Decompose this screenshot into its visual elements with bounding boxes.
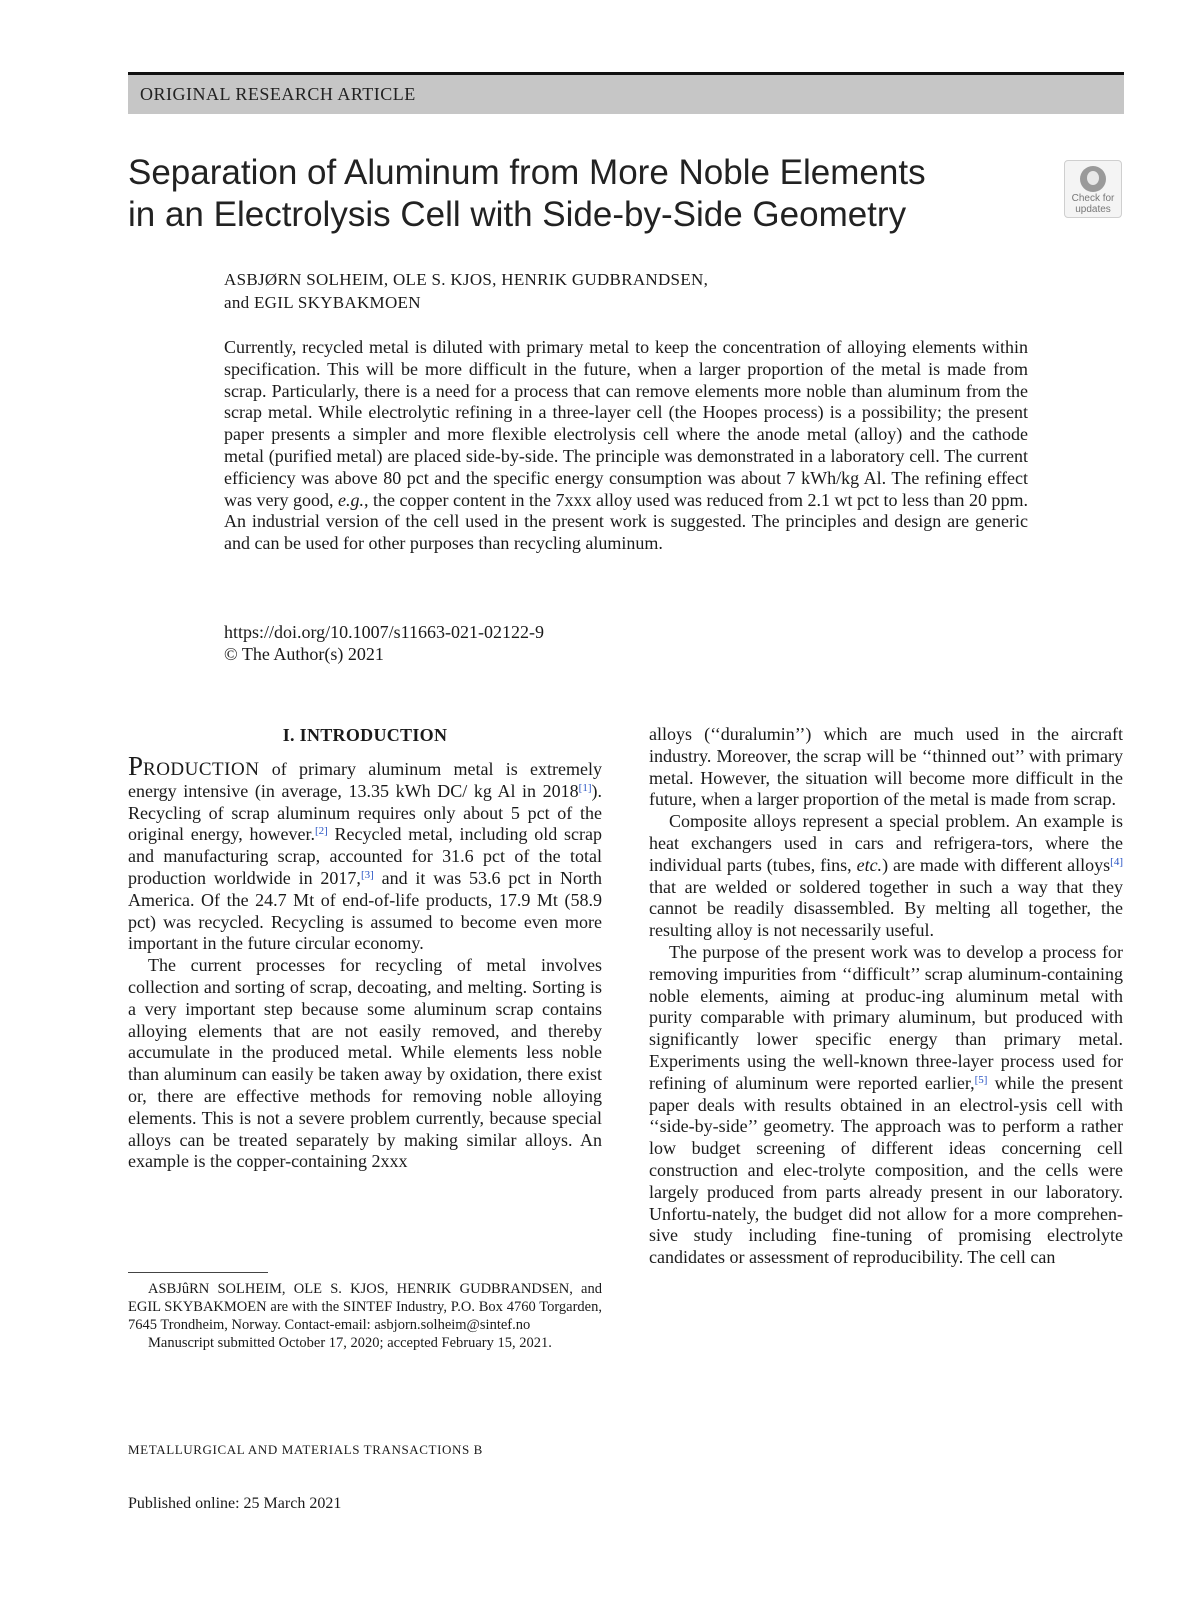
ref-4-link[interactable]: [4]: [1110, 855, 1123, 868]
p3-text-c: that are welded or soldered together in such a way that they cannot be readily disassembled. By melting all together, the resulting alloy is not necessarily useful.: [649, 876, 1123, 941]
p1-text-c: Recycled metal, including old scrap and manufacturing scrap, accounted for 31.6 pct of the total production worldwide in 2017,: [128, 824, 602, 888]
abstract: [224, 337, 1028, 555]
badge-line-1: Check for: [1071, 193, 1115, 204]
p1-text-a: of primary aluminum metal is extremely energy intensive (in average, 13.35 kWh DC/ kg Al in 2018: [128, 759, 602, 801]
title-line-2: in an Electrolysis Cell with Side-by-Side Geometry: [128, 195, 907, 234]
author-list: [224, 268, 1024, 314]
intro-paragraph-1: [128, 751, 602, 955]
ref-1-link[interactable]: [1]: [578, 781, 592, 794]
right-column: [649, 724, 1123, 1269]
check-for-updates-icon: [1080, 166, 1106, 192]
authors-line-1: ASBJØRN SOLHEIM, OLE S. KJOS, HENRIK GUDBRANDSEN,: [224, 270, 709, 289]
small-caps-word: RODUCTION: [143, 759, 260, 780]
abstract-part-b: , the copper content in the 7xxx alloy used was reduced from 2.1 wt pct to less than 20 ppm. An industrial version of the cell used in the present work is suggested. The principles and design are generic and can be used for other purposes than recycling aluminum.: [224, 489, 1028, 554]
footnote-divider: [128, 1272, 268, 1273]
article-type-label: ORIGINAL RESEARCH ARTICLE: [140, 84, 416, 104]
p3-text-a: Composite alloys represent a special problem. An example is heat exchangers used in cars and refrigera-tors, where the individual parts (tubes, fins,: [649, 811, 1123, 875]
journal-name: METALLURGICAL AND MATERIALS TRANSACTIONS B: [128, 1442, 483, 1457]
authors-line-2: and EGIL SKYBAKMOEN: [224, 293, 421, 312]
intro-paragraph-2-continued: alloys (‘‘duralumin’’) which are much used in the aircraft industry. Moreover, the scrap will be ‘‘thinned out’’ with primary metal. However, the situation will become more difficult in the future, when a larger proportion of the metal is made from scrap.: [649, 724, 1123, 810]
title-line-1: Separation of Aluminum from More Noble Elements: [128, 153, 926, 192]
article-title: [128, 152, 1008, 236]
footnote-submitted: Manuscript submitted October 17, 2020; accepted February 15, 2021.: [148, 1335, 552, 1351]
p3-etc: etc.: [856, 854, 883, 875]
article-type-banner: [128, 72, 1124, 114]
check-for-updates-badge[interactable]: [1064, 160, 1122, 218]
badge-line-2: updates: [1075, 204, 1111, 215]
footnote-affiliation: ASBJûRN SOLHEIM, OLE S. KJOS, HENRIK GUDBRANDSEN, and EGIL SKYBAKMOEN are with the SINTEF Industry, P.O. Box 4760 Torgarden, 7645 Trondheim, Norway. Contact-email: asbjorn.solheim@sintef.no: [128, 1281, 602, 1333]
intro-paragraph-4: [649, 942, 1123, 1269]
p4-text-b: while the present paper deals with results obtained in an electrol-ysis cell with ‘‘side-by-side’’ geometry. The approach was to perform a rather low budget screening of different ideas concerning cell construction and elec-trolyte composition, and the cells were largely produced from parts already present in our laboratory. Unfortu-nately, the budget did not allow for a more comprehen-sive study including fine-tuning of promising electrolyte candidates or assessment of reproducibility. The cell can: [649, 1072, 1123, 1268]
p3-text-b: ) are made with different alloys: [882, 854, 1111, 875]
p1-text-b: ). Recycling of scrap aluminum requires only about 5 pct of the original energy, however.: [128, 780, 602, 845]
p1-text-d: and it was 53.6 pct in North America. Of the 24.7 Mt of end-of-life products, 17.9 Mt (58.9 pct) was recycled. Recycling is assumed to become even more important in the future circular economy.: [128, 867, 602, 954]
abstract-part-a: Currently, recycled metal is diluted with primary metal to keep the concentration of alloying elements within specification. This will be more difficult in the future, when a larger proportion of the metal is made from scrap. Particularly, there is a need for a process that can remove elements more noble than aluminum from the scrap metal. While electrolytic refining in a three-layer cell (the Hoopes process) is a possibility; the present paper presents a simpler and more flexible electrolysis cell where the anode metal (alloy) and the cathode metal (purified metal) are placed side-by-side. The principle was demonstrated in a laboratory cell. The current efficiency was above 80 pct and the specific energy consumption was about 7 kWh/kg Al. The refining effect was very good,: [224, 337, 1028, 510]
doi-link[interactable]: https://doi.org/10.1007/s11663-021-02122-9: [224, 622, 545, 642]
section-heading: I. INTRODUCTION: [282, 725, 448, 745]
p4-text-a: The purpose of the present work was to develop a process for removing impurities from ‘‘difficult’’ scrap aluminum-containing noble elements, aiming at produc-ing aluminum metal with purity comparable with primary aluminum, but produced with significantly lower specific energy than primary metal. Experiments using the well-known three-layer process used for refining of aluminum were reported earlier,: [649, 941, 1123, 1093]
ref-2-link[interactable]: [2]: [314, 825, 328, 838]
footnote: [128, 1280, 602, 1352]
intro-paragraph-3: [649, 811, 1123, 942]
abstract-eg: e.g.: [338, 489, 364, 510]
doi-block: [224, 621, 544, 665]
ref-3-link[interactable]: [3]: [360, 868, 374, 881]
drop-cap: P: [128, 751, 144, 781]
left-column: [128, 724, 602, 1173]
ref-5-link[interactable]: [5]: [974, 1073, 988, 1086]
published-date: Published online: 25 March 2021: [128, 1495, 342, 1512]
intro-paragraph-2: The current processes for recycling of metal involves collection and sorting of scrap, decoating, and melting. Sorting is a very important step because some aluminum scrap contains alloying elements that are not easily removed, and thereby accumulate in the produced metal. While elements less noble than aluminum can easily be taken away by oxidation, there exist or, there are effective methods for removing noble alloying elements. This is not a severe problem currently, because special alloys can be treated separately by making similar alloys. An example is the copper-containing 2xxx: [128, 955, 602, 1172]
copyright: © The Author(s) 2021: [224, 644, 384, 664]
